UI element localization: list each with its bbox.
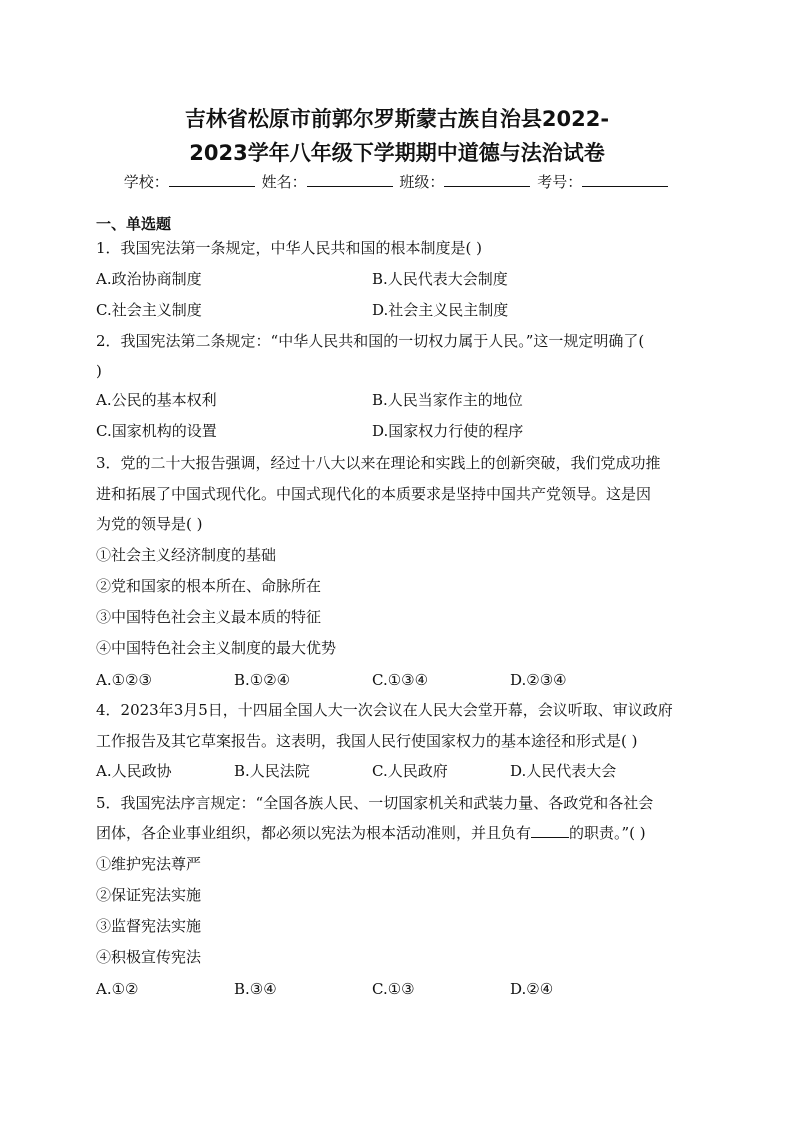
question-3-option-d[interactable]: D.②③④ — [510, 671, 567, 689]
question-5-stem-text: 团体，各企业事业组织，都必须以宪法为根本活动准则，并且负有 — [96, 824, 532, 842]
section-heading: 一、单选题 — [96, 215, 172, 233]
question-3-item-3: ③中国特色社会主义最本质的特征 — [96, 608, 322, 626]
exam-title-line1: 吉林省松原市前郭尔罗斯蒙古族自治县2022- — [184, 107, 610, 131]
school-label: 学校： — [123, 173, 169, 191]
class-blank[interactable] — [444, 171, 530, 187]
question-4-option-d[interactable]: D.人民代表大会 — [510, 762, 617, 780]
question-2-option-b[interactable]: B.人民当家作主的地位 — [372, 391, 523, 409]
question-1-option-c[interactable]: C.社会主义制度 — [96, 301, 202, 319]
question-4-option-a[interactable]: A.人民政协 — [96, 762, 172, 780]
number-label: 考号： — [537, 173, 583, 191]
question-5-stem-line1: 5．我国宪法序言规定：“全国各族人民、一切国家机关和武装力量、各政党和各社会 — [96, 794, 654, 812]
question-1-stem: 1．我国宪法第一条规定，中华人民共和国的根本制度是( ) — [96, 239, 483, 257]
question-1-option-b[interactable]: B.人民代表大会制度 — [372, 270, 508, 288]
question-1-option-d[interactable]: D.社会主义民主制度 — [372, 301, 509, 319]
question-3-stem-line2: 进和拓展了中国式现代化。中国式现代化的本质要求是坚持中国共产党领导。这是因 — [96, 485, 652, 503]
question-3-option-a[interactable]: A.①②③ — [96, 671, 152, 689]
question-5-item-3: ③监督宪法实施 — [96, 917, 202, 935]
question-2-option-c[interactable]: C.国家机构的设置 — [96, 422, 217, 440]
question-3-stem-line3: 为党的领导是( ) — [96, 515, 203, 533]
question-3-option-b[interactable]: B.①②④ — [234, 671, 291, 689]
question-3-item-2: ②党和国家的根本所在、命脉所在 — [96, 577, 322, 595]
name-blank[interactable] — [307, 171, 393, 187]
number-blank[interactable] — [582, 171, 668, 187]
school-blank[interactable] — [169, 171, 255, 187]
question-5-item-1: ①维护宪法尊严 — [96, 855, 202, 873]
question-5-item-2: ②保证宪法实施 — [96, 886, 202, 904]
question-3-stem-line1: 3．党的二十大报告强调，经过十八大以来在理论和实践上的创新突破，我们党成功推 — [96, 454, 661, 472]
question-3-item-4: ④中国特色社会主义制度的最大优势 — [96, 639, 337, 657]
answer-blank — [531, 823, 569, 838]
question-3-option-c[interactable]: C.①③④ — [372, 671, 429, 689]
question-2-option-a[interactable]: A.公民的基本权利 — [96, 391, 217, 409]
question-1-option-a[interactable]: A.政治协商制度 — [96, 270, 202, 288]
question-4-option-b[interactable]: B.人民法院 — [234, 762, 310, 780]
question-3-item-1: ①社会主义经济制度的基础 — [96, 546, 277, 564]
question-2-stem-line1: 2．我国宪法第二条规定：“中华人民共和国的一切权力属于人民。”这一规定明确了( — [96, 332, 645, 350]
question-4-option-c[interactable]: C.人民政府 — [372, 762, 448, 780]
student-info-row — [0, 171, 794, 192]
question-5-item-4: ④积极宣传宪法 — [96, 948, 202, 966]
question-5-option-d[interactable]: D.②④ — [510, 980, 554, 998]
name-label: 姓名： — [261, 173, 307, 191]
question-5-stem-line2 — [96, 823, 646, 843]
question-2-stem-line2: ) — [96, 362, 102, 380]
question-5-stem-tail: 的职责。”( ) — [569, 824, 646, 842]
question-2-option-d[interactable]: D.国家权力行使的程序 — [372, 422, 524, 440]
question-4-stem-line1: 4．2023年3月5日，十四届全国人大一次会议在人民大会堂开幕，会议听取、审议政府 — [96, 701, 673, 719]
question-5-option-c[interactable]: C.①③ — [372, 980, 415, 998]
class-label: 班级： — [399, 173, 445, 191]
exam-title-line2: 2023学年八年级下学期期中道德与法治试卷 — [189, 141, 605, 165]
question-5-option-b[interactable]: B.③④ — [234, 980, 277, 998]
question-5-option-a[interactable]: A.①② — [96, 980, 139, 998]
question-4-stem-line2: 工作报告及其它草案报告。这表明，我国人民行使国家权力的基本途径和形式是( ) — [96, 732, 638, 750]
